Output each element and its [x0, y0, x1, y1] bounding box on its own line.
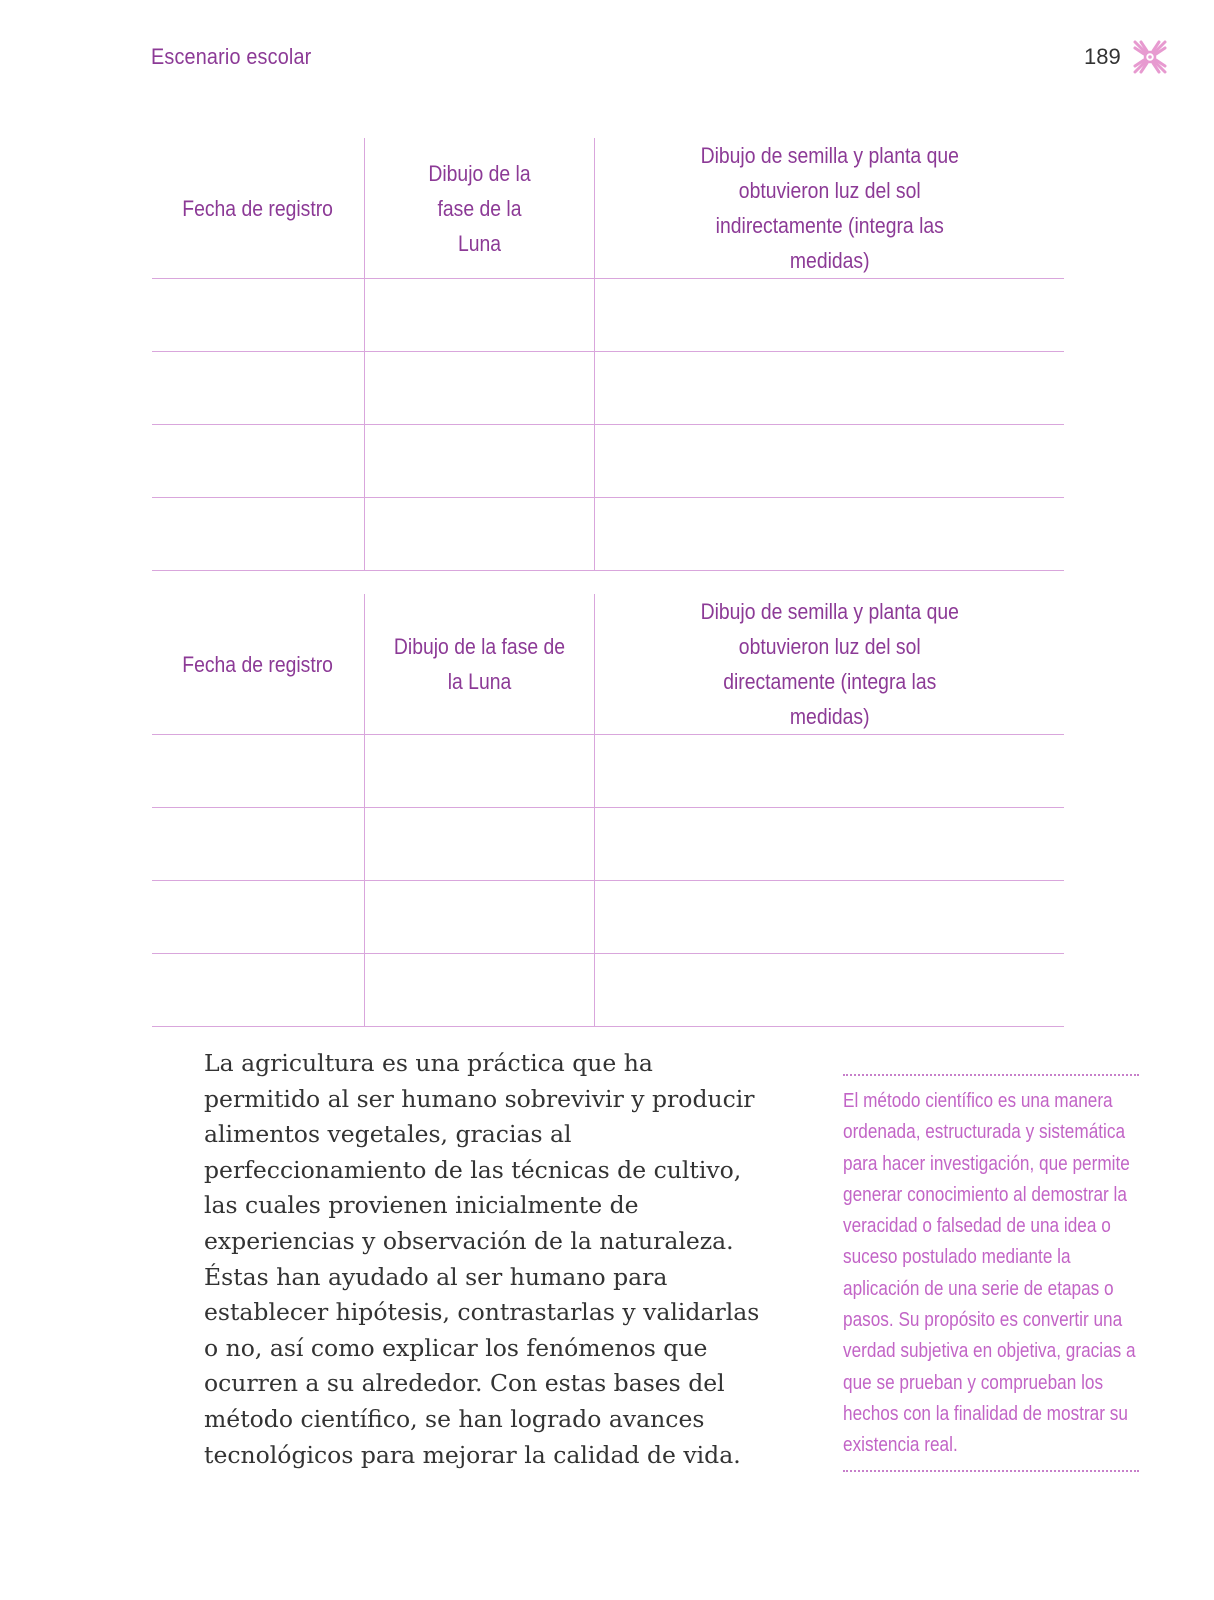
column-header-date: Fecha de registro: [152, 594, 364, 735]
table-cell[interactable]: [364, 498, 594, 571]
column-header-plant-direct: Dibujo de semilla y planta que obtuvieron luz del sol directamente (integra las medidas): [594, 594, 1064, 735]
table-cell[interactable]: [594, 881, 1064, 954]
table-row: [152, 498, 1064, 571]
table-cell[interactable]: [152, 279, 364, 352]
table-cell[interactable]: [152, 352, 364, 425]
page-number: 189: [1084, 44, 1121, 69]
table-cell[interactable]: [364, 352, 594, 425]
column-header-moon-phase: Dibujo de la fase de la Luna: [364, 594, 594, 735]
column-header-plant-indirect: Dibujo de semilla y planta que obtuvieron luz del sol indirectamente (integra las medidas): [594, 138, 1064, 279]
section-title: Escenario escolar: [151, 44, 312, 69]
column-header-moon-phase: Dibujo de la fase de la Luna: [364, 138, 594, 279]
table-cell[interactable]: [594, 808, 1064, 881]
asterisk-flower-icon: [1132, 39, 1168, 75]
table-cell[interactable]: [594, 954, 1064, 1027]
sidebar-note: [843, 1074, 1139, 1472]
table-cell[interactable]: [594, 352, 1064, 425]
table-cell[interactable]: [594, 425, 1064, 498]
table-row: [152, 279, 1064, 352]
table-cell[interactable]: [364, 425, 594, 498]
column-header-date: Fecha de registro: [152, 138, 364, 279]
table-cell[interactable]: [364, 808, 594, 881]
body-paragraph: La agricultura es una práctica que ha permitido al ser humano sobrevivir y producir alimentos vegetales, gracias al perfeccionamiento de las técnicas de cultivo, las cuales provienen inicialmente de experiencias y observación de la naturaleza. Éstas han ayudado al ser humano para establecer hipótesis, contrastarlas y validarlas o no, así como explicar los fenómenos que ocurren a su alrededor. Con estas bases del método científico, se han logrado avances tecnológicos para mejorar la calidad de vida.: [204, 1049, 760, 1469]
table-cell[interactable]: [594, 498, 1064, 571]
table-cell[interactable]: [152, 808, 364, 881]
table-cell[interactable]: [152, 954, 364, 1027]
table-row: [152, 735, 1064, 808]
table-row: [152, 954, 1064, 1027]
sidebar-note-text: El método científico es una manera ordenada, estructurada y sistemática para hacer investigación, que permite generar conocimiento al demostrar la veracidad o falsedad de una idea o suceso postulado mediante la aplicación de una serie de etapas o pasos. Su propósito es convertir una verdad subjetiva en objetiva, gracias a que se prueban y comprueban los hechos con la finalidad de mostrar su existencia real.: [843, 1090, 1136, 1457]
table-row: [152, 352, 1064, 425]
table-cell[interactable]: [364, 735, 594, 808]
table-row: [152, 808, 1064, 881]
table-cell[interactable]: [152, 498, 364, 571]
table-row: [152, 425, 1064, 498]
record-table-direct: [152, 594, 1064, 1027]
table-cell[interactable]: [364, 954, 594, 1027]
table-cell[interactable]: [594, 735, 1064, 808]
record-table-indirect: [152, 138, 1064, 571]
table-cell[interactable]: [364, 881, 594, 954]
table-row: [152, 881, 1064, 954]
table-cell[interactable]: [152, 425, 364, 498]
table-cell[interactable]: [364, 279, 594, 352]
table-cell[interactable]: [594, 279, 1064, 352]
table-cell[interactable]: [152, 881, 364, 954]
table-cell[interactable]: [152, 735, 364, 808]
